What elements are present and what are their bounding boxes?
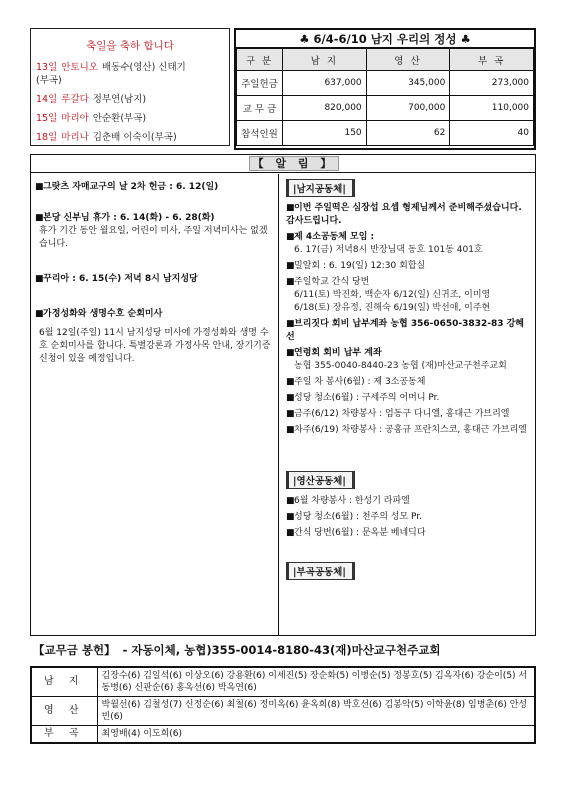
notice-item xyxy=(286,511,529,524)
cell-value: 637,000 xyxy=(283,71,367,96)
bullet-icon: ■ xyxy=(286,348,295,358)
contributor-names: 최영배(4) 이도희(6) xyxy=(97,726,535,744)
notice-heading: 성당 청소(6월) : 천주의 성모 Pr. xyxy=(294,512,423,522)
bullet-icon: ■ xyxy=(286,232,295,242)
table-row xyxy=(237,96,534,121)
row-label: 참석인원 xyxy=(237,121,283,146)
notice-heading: 6월 차량봉사 : 한성기 라파엘 xyxy=(294,496,410,506)
feast-box xyxy=(30,28,230,146)
notice-heading: 성당 청소(6월) : 구세주의 어머니 Pr. xyxy=(294,393,440,403)
feast-date: 13일 xyxy=(36,62,58,73)
table-row xyxy=(237,71,534,96)
notice-item xyxy=(286,347,529,373)
feast-date: 15일 xyxy=(36,113,58,124)
notice-item xyxy=(286,376,529,389)
contributor-names: 김장수(6) 김일석(6) 이상오(6) 강용환(6) 이세진(5) 장순화(5) 이병순(5) 정봉호(5) 김옥자(6) 강순이(5) 서동병(6) 신판순(6) 홍옥선(6) 박옥연(6) xyxy=(97,667,535,697)
bullet-icon: ■ xyxy=(286,203,295,213)
notice-heading: 가정성화와 생명수호 순회미사 xyxy=(43,309,163,319)
bullet-icon: ■ xyxy=(286,409,295,419)
row-label: 주일헌금 xyxy=(237,71,283,96)
cell-value: 150 xyxy=(283,121,367,146)
feast-saint: 마리나 xyxy=(61,132,89,143)
community-tag-namji: |남지공동체| xyxy=(286,179,355,197)
feast-item xyxy=(36,131,224,144)
notice-section xyxy=(30,154,536,636)
notice-body: 휴가 기간 동안 월요일, 어린이 미사, 주일 저녁미사는 없겠습니다. xyxy=(39,226,268,249)
notice-heading: 그랏츠 자매교구의 날 2차 헌금 : 6. 12(일) xyxy=(43,182,219,192)
table-row xyxy=(31,667,535,697)
notice-heading: 주일학교 간식 당번 xyxy=(294,277,370,287)
table-header-row xyxy=(237,49,534,71)
bullet-icon: ■ xyxy=(35,309,44,319)
notice-heading: 주일 차 봉사(6월) : 제 3소공동체 xyxy=(294,377,426,387)
notice-item xyxy=(286,276,529,315)
feast-item xyxy=(36,112,224,125)
feast-date: 18일 xyxy=(36,132,58,143)
notice-detail: 6/18(토) 장유정, 진해숙 6/19(일) 박선애, 이주현 xyxy=(294,303,491,313)
offering-title: ♣ 6/4-6/10 남지 우리의 정성 ♣ xyxy=(236,30,534,48)
region-label: 남 지 xyxy=(31,667,97,697)
offering-table xyxy=(236,48,534,146)
community-tag-bugok: |부곡공동체| xyxy=(286,562,355,580)
notice-heading: 이번 주일떡은 심장섭 요셉 형제님께서 준비해주셨습니다. 감사드립니다. xyxy=(286,203,522,226)
table-row xyxy=(31,726,535,744)
feast-names: 정부연(남지) xyxy=(92,94,147,105)
notice-item xyxy=(286,424,529,437)
bullet-icon: ■ xyxy=(286,528,295,538)
notice-title: 【 알 림 】 xyxy=(249,156,339,171)
feast-names-cont: (부곡) xyxy=(36,75,62,86)
feast-item xyxy=(36,61,224,87)
notice-item xyxy=(286,260,529,273)
notice-heading: 꾸리아 : 6. 15(수) 저녁 8시 남지성당 xyxy=(43,274,198,284)
notice-heading: 브리짓다 회비 납부계좌 농협 356-0650-3832-83 강혜선 xyxy=(286,319,524,342)
notice-heading: 간식 당번(6월) : 문옥분 베네딕다 xyxy=(294,528,426,538)
notice-item xyxy=(286,495,529,508)
notice-item xyxy=(35,212,274,251)
row-label: 교 무 금 xyxy=(237,96,283,121)
notice-header xyxy=(31,155,535,173)
feast-names: 김춘배 이숙이(부곡) xyxy=(92,132,177,143)
notice-heading: 본당 신부님 휴가 : 6. 14(화) - 6. 28(화) xyxy=(43,213,215,223)
notice-right-column xyxy=(280,174,535,635)
column-header: 영 산 xyxy=(366,49,450,71)
bullet-icon: ■ xyxy=(286,377,295,387)
community-tag-yeongsan: |영산공동체| xyxy=(286,471,355,489)
notice-detail: 농협 355-0040-8440-23 농협 (재)마산교구천주교회 xyxy=(294,361,507,371)
notice-item xyxy=(35,308,274,366)
cell-value: 273,000 xyxy=(450,71,534,96)
feast-date: 14일 xyxy=(36,94,58,105)
cell-value: 820,000 xyxy=(283,96,367,121)
notice-heading: 연령회 회비 납부 계좌 xyxy=(294,348,382,358)
bullet-icon: ■ xyxy=(286,512,295,522)
notice-item xyxy=(286,202,529,228)
cell-value: 345,000 xyxy=(366,71,450,96)
notice-heading: 제 4소공동체 모임 : xyxy=(294,232,375,242)
feast-saint: 마리아 xyxy=(61,113,89,124)
column-header: 부 곡 xyxy=(450,49,534,71)
notice-item xyxy=(35,273,274,286)
notice-detail: 6. 17(금) 저녁8시 반장님댁 동호 101동 401호 xyxy=(294,245,483,255)
cell-value: 110,000 xyxy=(450,96,534,121)
region-label: 부 곡 xyxy=(31,726,97,744)
table-row xyxy=(31,697,535,726)
column-header: 남 지 xyxy=(283,49,367,71)
notice-item xyxy=(286,408,529,421)
notice-item xyxy=(286,527,529,540)
offering-account-text: - 자동이체, 농협)355-0014-8180-43(재)마산교구천주교회 xyxy=(118,643,441,657)
bullet-icon: ■ xyxy=(286,261,295,271)
bullet-icon: ■ xyxy=(286,319,295,329)
region-label: 영 산 xyxy=(31,697,97,726)
feast-title: 축일을 축하 합니다 xyxy=(86,40,174,52)
notice-heading: 금주(6/12) 차량봉사 : 엄동구 다니엘, 홍대근 가브리엘 xyxy=(294,409,510,419)
bullet-icon: ■ xyxy=(35,274,44,284)
contributors-table xyxy=(30,666,536,744)
bullet-icon: ■ xyxy=(286,425,295,435)
bullet-icon: ■ xyxy=(286,393,295,403)
offering-summary xyxy=(234,28,536,150)
contributor-names: 박월선(6) 김철성(7) 신정순(6) 최철(6) 정미옥(6) 윤옥희(8) 박호선(6) 김봉악(5) 이학윤(8) 임병춘(6) 안성빈(6) xyxy=(97,697,535,726)
cell-value: 62 xyxy=(366,121,450,146)
bullet-icon: ■ xyxy=(286,496,295,506)
feast-names: 배동수(영산) 신태기 xyxy=(101,62,186,73)
notice-heading: 차주(6/19) 차량봉사 : 공홍규 프란치스코, 홍대근 가브리엘 xyxy=(294,425,527,435)
notice-item xyxy=(286,231,529,257)
offering-account-label: 【교무금 봉헌】 xyxy=(33,643,116,657)
notice-item xyxy=(286,392,529,405)
bullet-icon: ■ xyxy=(286,277,295,287)
bullet-icon: ■ xyxy=(35,182,44,192)
notice-heading: 밀알회 : 6. 19(일) 12:30 회합실 xyxy=(294,261,426,271)
feast-saint: 루갈다 xyxy=(61,94,89,105)
notice-body: 6월 12일(주일) 11시 남지성당 미사에 가정성화와 생명 수호 순회미사를 합니다. 특별강론과 가정사목 안내, 장기기증 신청이 있을 예정입니다. xyxy=(39,328,271,364)
notice-item xyxy=(35,181,274,194)
feast-item xyxy=(36,93,224,106)
feast-names: 안순환(부곡) xyxy=(92,113,147,124)
cell-value: 40 xyxy=(450,121,534,146)
notice-detail: 6/11(토) 박진화, 백순자 6/12(일) 신귀조, 이미영 xyxy=(294,290,491,300)
bullet-icon: ■ xyxy=(35,213,44,223)
cell-value: 700,000 xyxy=(366,96,450,121)
offering-account-line xyxy=(30,640,536,660)
feast-saint: 안토니오 xyxy=(61,62,98,73)
notice-item xyxy=(286,318,529,344)
table-row xyxy=(237,121,534,146)
notice-left-column xyxy=(31,174,279,635)
column-header: 구 분 xyxy=(237,49,283,71)
